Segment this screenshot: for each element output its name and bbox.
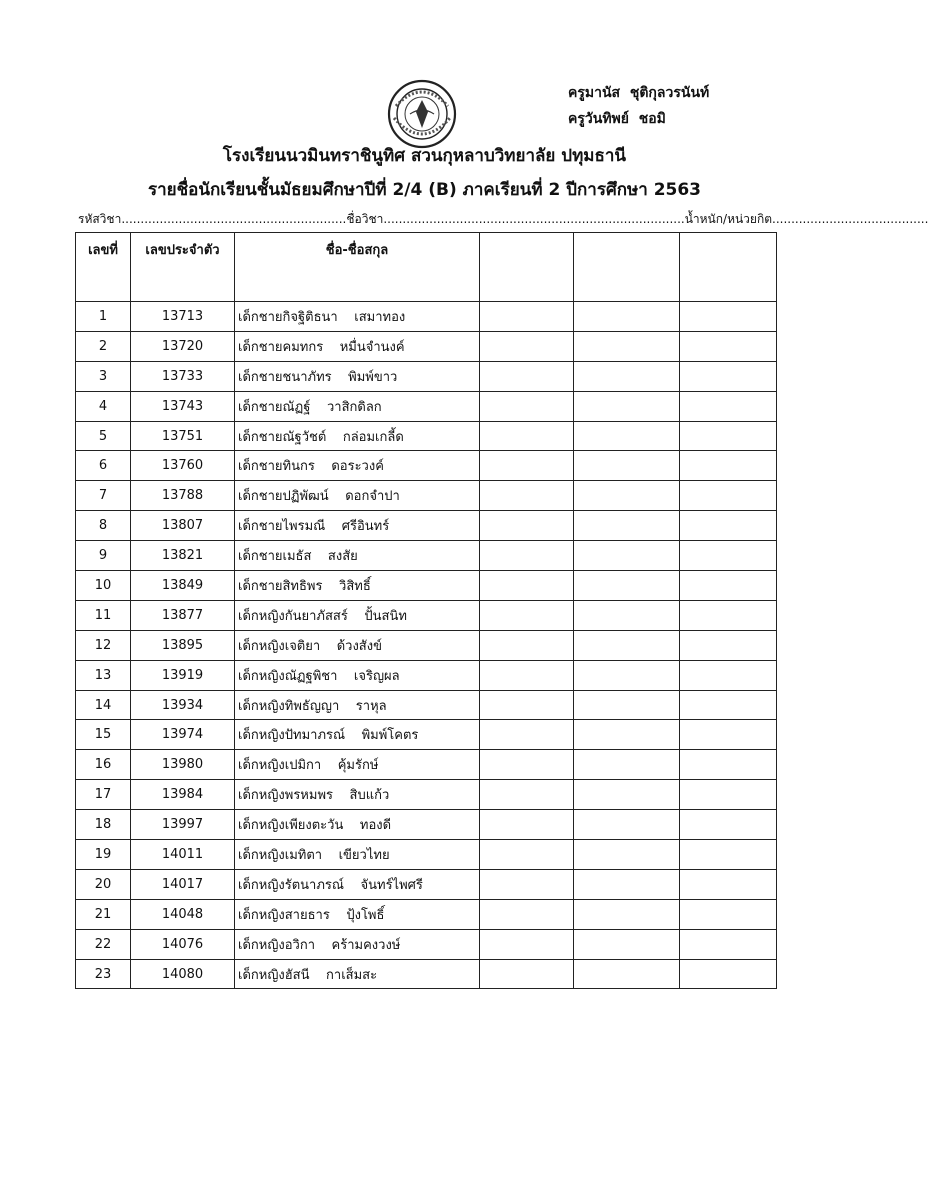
- blank-cell: [680, 361, 777, 391]
- student-id: 13720: [131, 331, 235, 361]
- row-number: 8: [76, 511, 131, 541]
- table-row: [76, 929, 777, 959]
- row-number: 4: [76, 391, 131, 421]
- blank-cell: [680, 899, 777, 929]
- row-number: 22: [76, 929, 131, 959]
- blank-cell: [574, 391, 680, 421]
- student-name: เด็กชายณัฏฐ์ วาสิกดิลก: [235, 391, 480, 421]
- blank-cell: [480, 690, 574, 720]
- list-title: รายชื่อนักเรียนชั้นมัธยมศึกษาปีที่ 2/4 (B) ภาคเรียนที่ 2 ปีการศึกษา 2563: [147, 180, 702, 200]
- blank-cell: [480, 929, 574, 959]
- row-number: 16: [76, 750, 131, 780]
- blank-cell: [574, 421, 680, 451]
- blank-cell: [680, 690, 777, 720]
- blank-cell: [480, 571, 574, 601]
- student-id: 14080: [131, 959, 235, 989]
- student-id: 13743: [131, 391, 235, 421]
- header-blank-1: [480, 233, 574, 302]
- student-table: [75, 232, 777, 989]
- blank-cell: [680, 810, 777, 840]
- blank-cell: [574, 840, 680, 870]
- blank-cell: [574, 780, 680, 810]
- student-id: 13821: [131, 541, 235, 571]
- table-row: [76, 899, 777, 929]
- blank-cell: [480, 511, 574, 541]
- student-name: เด็กชายชนาภัทร พิมพ์ขาว: [235, 361, 480, 391]
- teacher-name-1: ครูมานัส ชุติกุลวรนันท์: [568, 85, 710, 101]
- blank-cell: [574, 630, 680, 660]
- student-id: 13713: [131, 302, 235, 332]
- blank-cell: [480, 959, 574, 989]
- student-id: 13919: [131, 660, 235, 690]
- row-number: 21: [76, 899, 131, 929]
- header-student-id: เลขประจำตัว: [131, 233, 235, 302]
- blank-cell: [480, 869, 574, 899]
- course-code-blank: ...........................................................: [121, 212, 347, 226]
- blank-cell: [480, 600, 574, 630]
- school-seal-icon: [386, 78, 458, 150]
- student-id: 13733: [131, 361, 235, 391]
- student-name: เด็กหญิงเปมิกา คุ้มรักษ์: [235, 750, 480, 780]
- student-name: เด็กชายสิทธิพร วิสิทธิ์: [235, 571, 480, 601]
- blank-cell: [574, 302, 680, 332]
- student-name: เด็กหญิงกันยาภัสสร์ ปั้นสนิท: [235, 600, 480, 630]
- blank-cell: [480, 630, 574, 660]
- table-row: [76, 720, 777, 750]
- school-name: โรงเรียนนวมินทราชินูทิศ สวนกุหลาบวิทยาลัย ปทุมธานี: [222, 146, 627, 166]
- blank-cell: [574, 720, 680, 750]
- blank-cell: [574, 541, 680, 571]
- blank-cell: [574, 899, 680, 929]
- table-row: [76, 600, 777, 630]
- blank-cell: [480, 541, 574, 571]
- teacher-name-2: ครูวันทิพย์ ชอมิ: [568, 111, 666, 127]
- table-row: [76, 571, 777, 601]
- blank-cell: [480, 660, 574, 690]
- table-row: [76, 451, 777, 481]
- table-row: [76, 690, 777, 720]
- course-name-blank: ...............................................................................: [383, 212, 685, 226]
- course-code-label: รหัสวิชา: [78, 212, 122, 226]
- student-id: 14011: [131, 840, 235, 870]
- blank-cell: [680, 571, 777, 601]
- blank-cell: [480, 302, 574, 332]
- blank-cell: [574, 331, 680, 361]
- blank-cell: [680, 481, 777, 511]
- row-number: 14: [76, 690, 131, 720]
- blank-cell: [680, 600, 777, 630]
- blank-cell: [574, 929, 680, 959]
- blank-cell: [680, 720, 777, 750]
- blank-cell: [574, 451, 680, 481]
- course-fields: [78, 210, 928, 229]
- blank-cell: [480, 391, 574, 421]
- header-blank-2: [574, 233, 680, 302]
- row-number: 2: [76, 331, 131, 361]
- course-name-label: ชื่อวิชา: [346, 212, 384, 226]
- blank-cell: [680, 630, 777, 660]
- blank-cell: [574, 869, 680, 899]
- blank-cell: [480, 451, 574, 481]
- blank-cell: [574, 481, 680, 511]
- blank-cell: [680, 750, 777, 780]
- student-name: เด็กหญิงพรหมพร สิบแก้ว: [235, 780, 480, 810]
- table-row: [76, 302, 777, 332]
- blank-cell: [574, 810, 680, 840]
- row-number: 17: [76, 780, 131, 810]
- student-id: 13751: [131, 421, 235, 451]
- student-id: 14076: [131, 929, 235, 959]
- table-header-row: [76, 233, 777, 302]
- row-number: 1: [76, 302, 131, 332]
- table-row: [76, 750, 777, 780]
- student-id: 13934: [131, 690, 235, 720]
- student-name: เด็กหญิงรัตนาภรณ์ จันทร์ไพศรี: [235, 869, 480, 899]
- blank-cell: [574, 600, 680, 630]
- row-number: 7: [76, 481, 131, 511]
- blank-cell: [574, 750, 680, 780]
- table-row: [76, 481, 777, 511]
- blank-cell: [680, 541, 777, 571]
- student-name: เด็กชายกิจฐิติธนา เสมาทอง: [235, 302, 480, 332]
- blank-cell: [680, 511, 777, 541]
- row-number: 23: [76, 959, 131, 989]
- student-name: เด็กหญิงสายธาร ปุ้งโพธิ์: [235, 899, 480, 929]
- student-id: 13849: [131, 571, 235, 601]
- student-name: เด็กชายณัฐวัชต์ กล่อมเกลี้ด: [235, 421, 480, 451]
- student-name: เด็กหญิงฮัสนี กาเส็มสะ: [235, 959, 480, 989]
- credits-blank: .........................................: [772, 212, 928, 226]
- blank-cell: [680, 840, 777, 870]
- blank-cell: [574, 571, 680, 601]
- student-id: 13895: [131, 630, 235, 660]
- row-number: 9: [76, 541, 131, 571]
- header-no: เลขที่: [76, 233, 131, 302]
- blank-cell: [680, 421, 777, 451]
- blank-cell: [480, 899, 574, 929]
- student-name: เด็กชายเมธัส สงสัย: [235, 541, 480, 571]
- table-row: [76, 421, 777, 451]
- student-id: 13984: [131, 780, 235, 810]
- table-row: [76, 869, 777, 899]
- row-number: 5: [76, 421, 131, 451]
- row-number: 20: [76, 869, 131, 899]
- table-row: [76, 660, 777, 690]
- blank-cell: [680, 869, 777, 899]
- student-id: 13980: [131, 750, 235, 780]
- student-name: เด็กชายปฏิพัฒน์ ดอกจำปา: [235, 481, 480, 511]
- row-number: 13: [76, 660, 131, 690]
- row-number: 3: [76, 361, 131, 391]
- row-number: 10: [76, 571, 131, 601]
- student-id: 14017: [131, 869, 235, 899]
- table-row: [76, 780, 777, 810]
- student-id: 14048: [131, 899, 235, 929]
- blank-cell: [574, 660, 680, 690]
- row-number: 18: [76, 810, 131, 840]
- blank-cell: [680, 391, 777, 421]
- table-row: [76, 361, 777, 391]
- blank-cell: [680, 331, 777, 361]
- student-name: เด็กหญิงอวิกา คร้ามคงวงษ์: [235, 929, 480, 959]
- blank-cell: [680, 780, 777, 810]
- student-name: เด็กหญิงเจติยา ด้วงสังข์: [235, 630, 480, 660]
- table-row: [76, 331, 777, 361]
- student-id: 13997: [131, 810, 235, 840]
- student-name: เด็กหญิงทิพธัญญา ราหุล: [235, 690, 480, 720]
- blank-cell: [574, 361, 680, 391]
- header-blank-3: [680, 233, 777, 302]
- blank-cell: [574, 690, 680, 720]
- blank-cell: [480, 750, 574, 780]
- student-name: เด็กหญิงปัทมาภรณ์ พิมพ์โคตร: [235, 720, 480, 750]
- blank-cell: [480, 421, 574, 451]
- credits-label: น้ำหนัก/หน่วยกิต: [684, 212, 773, 226]
- student-name: เด็กหญิงเมทิตา เขียวไทย: [235, 840, 480, 870]
- header-name: ชื่อ-ชื่อสกุล: [235, 233, 480, 302]
- table-row: [76, 840, 777, 870]
- student-id: 13760: [131, 451, 235, 481]
- row-number: 12: [76, 630, 131, 660]
- student-name: เด็กชายไพรมณี ศรีอินทร์: [235, 511, 480, 541]
- blank-cell: [480, 361, 574, 391]
- blank-cell: [680, 302, 777, 332]
- row-number: 15: [76, 720, 131, 750]
- student-id: 13807: [131, 511, 235, 541]
- student-id: 13877: [131, 600, 235, 630]
- row-number: 19: [76, 840, 131, 870]
- table-row: [76, 959, 777, 989]
- blank-cell: [574, 959, 680, 989]
- blank-cell: [680, 959, 777, 989]
- blank-cell: [480, 810, 574, 840]
- blank-cell: [480, 780, 574, 810]
- blank-cell: [480, 331, 574, 361]
- blank-cell: [480, 720, 574, 750]
- blank-cell: [680, 929, 777, 959]
- student-name: เด็กหญิงเพียงตะวัน ทองดี: [235, 810, 480, 840]
- student-name: เด็กชายคมทกร หมื่นจำนงค์: [235, 331, 480, 361]
- blank-cell: [480, 840, 574, 870]
- table-row: [76, 810, 777, 840]
- student-name: เด็กชายทินกร ดอระวงค์: [235, 451, 480, 481]
- table-row: [76, 541, 777, 571]
- student-name: เด็กหญิงณัฏฐพิชา เจริญผล: [235, 660, 480, 690]
- student-id: 13974: [131, 720, 235, 750]
- teacher-names: [568, 80, 768, 132]
- row-number: 11: [76, 600, 131, 630]
- row-number: 6: [76, 451, 131, 481]
- table-row: [76, 630, 777, 660]
- table-row: [76, 391, 777, 421]
- table-row: [76, 511, 777, 541]
- blank-cell: [680, 660, 777, 690]
- blank-cell: [480, 481, 574, 511]
- blank-cell: [680, 451, 777, 481]
- blank-cell: [574, 511, 680, 541]
- student-id: 13788: [131, 481, 235, 511]
